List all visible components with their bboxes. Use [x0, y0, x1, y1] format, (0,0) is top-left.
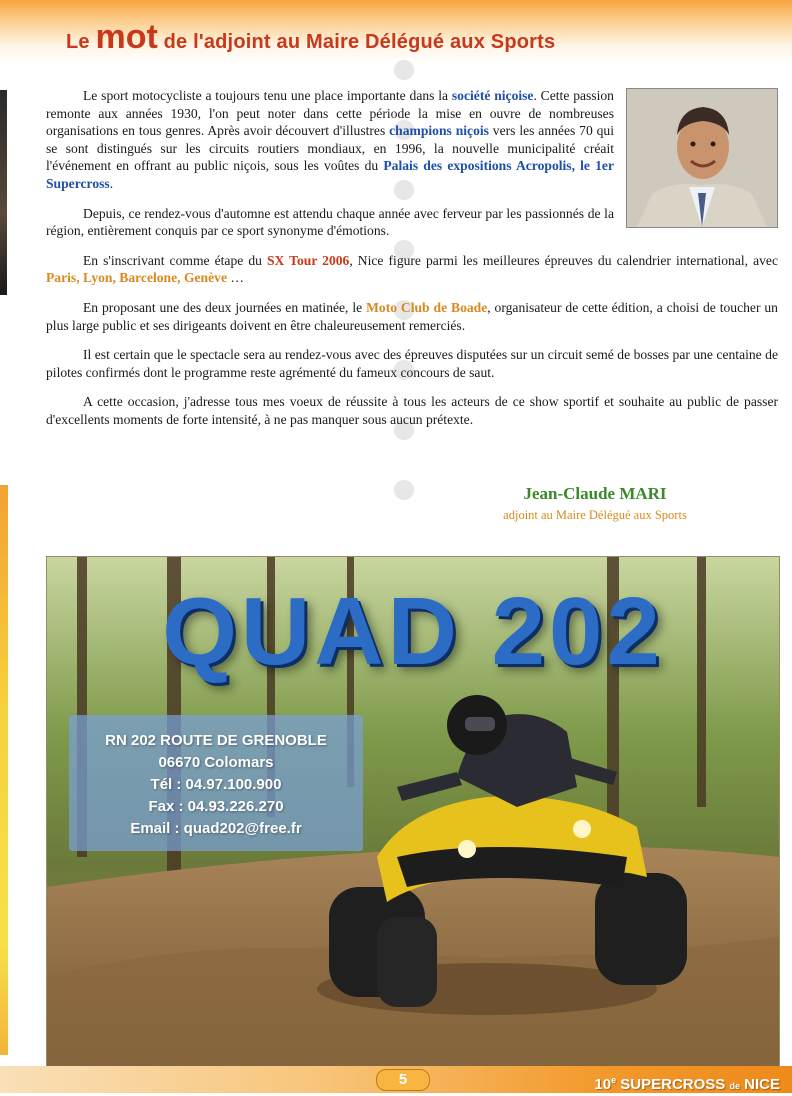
page-heading — [66, 18, 555, 57]
paragraph-1-text-b: . Cette passion remonte aux années 1930, l'on peut noter dans cette période la mise en ouvre de nombreuses organisations en tous genres. Après avoir découvert d'illustres — [46, 88, 614, 139]
paragraph-3-text-c: … — [226, 270, 244, 286]
article-body — [46, 87, 778, 441]
paragraph-4-text-b: , organisateur de cette édition, a choisi de toucher un plus large public et ses dirigeants doivent en être chaleureusement remerciés. — [46, 299, 778, 333]
footer-event-title — [594, 1070, 780, 1096]
paragraph-1-text-a: Le sport motocycliste a toujours tenu une place importante dans la — [83, 88, 452, 103]
quad-advertisement — [46, 556, 780, 1067]
contact-address: RN 202 ROUTE DE GRENOBLE — [105, 732, 327, 749]
paragraph-6: A cette occasion, j'adresse tous mes voeux de réussite à tous les acteurs de ce show sportif et souhaite au public de passer d'excellents moments de forte intensité, à ne pas manquer sous aucun prétexte. — [46, 394, 778, 427]
contact-fax: Fax : 04.93.226.270 — [148, 798, 284, 815]
paragraph-3 — [46, 252, 778, 287]
highlight-cities: Paris, Lyon, Barcelone, Genève — [46, 270, 227, 286]
paragraph-4 — [46, 299, 778, 334]
page-footer — [0, 1066, 792, 1093]
paragraph-2: Depuis, ce rendez-vous d'automne est attendu chaque année avec ferveur par les passionnés de la région, entièrement conquis par ce sport synonyme d'émotions. — [46, 205, 614, 239]
ad-title: QUAD 202 — [162, 578, 664, 685]
highlight-sx-tour: SX Tour 2006 — [266, 252, 350, 268]
paragraph-5: Il est certain que le spectacle sera au rendez-vous avec des épreuves disputées sur un circuit semé de bosses par une centaine de pilotes confirmés dont le programme reste agrémenté du fameux concours de saut. — [46, 347, 778, 380]
contact-city: 06670 Colomars — [158, 754, 274, 771]
contact-box — [69, 715, 363, 851]
heading-big-word: mot — [95, 18, 158, 56]
highlight-societe-nicoise: société niçoise — [451, 88, 534, 103]
contact-email: Email : quad202@free.fr — [130, 820, 302, 837]
footer-event: SUPERCROSS — [620, 1076, 726, 1093]
contact-phone: Tél : 04.97.100.900 — [150, 776, 282, 793]
footer-city: NICE — [744, 1076, 780, 1093]
highlight-moto-club: Moto Club de Boade — [366, 299, 488, 315]
paragraph-1-text-c: vers les années 70 qui se sont distingués sur les circuits routiers mondiaux, en 1996, la nouvelle municipalité créait l'événement en offrant au public niçois, sous les voûtes du — [46, 123, 614, 174]
heading-prefix: Le — [66, 31, 90, 53]
paragraph-1-text-d: . — [109, 175, 114, 191]
left-edge-photo-strip — [0, 90, 7, 295]
heading-rest: de l'adjoint au Maire Délégué aux Sports — [163, 31, 556, 53]
footer-de: de — [729, 1081, 740, 1091]
signature-block — [460, 482, 730, 524]
left-edge-color-bar — [0, 485, 8, 1055]
paragraph-1 — [46, 87, 614, 193]
paragraph-3-text-b: , Nice figure parmi les meilleures épreuves du calendrier international, avec — [349, 252, 778, 268]
signature-name: Jean-Claude MARI — [523, 484, 667, 503]
highlight-palais-acropolis: Palais des expositions Acropolis, le 1er Supercross — [46, 158, 614, 191]
paragraph-4-text-a: En proposant une des deux journées en matinée, le — [83, 299, 367, 315]
paragraph-3-text-a: En s'inscrivant comme étape du — [83, 252, 267, 268]
signature-title: adjoint au Maire Délégué aux Sports — [503, 508, 687, 522]
page-number: 5 — [376, 1069, 430, 1091]
footer-edition-sup: e — [611, 1075, 617, 1085]
footer-edition: 10 — [594, 1076, 612, 1093]
highlight-champions-nicois: champions niçois — [389, 123, 489, 139]
